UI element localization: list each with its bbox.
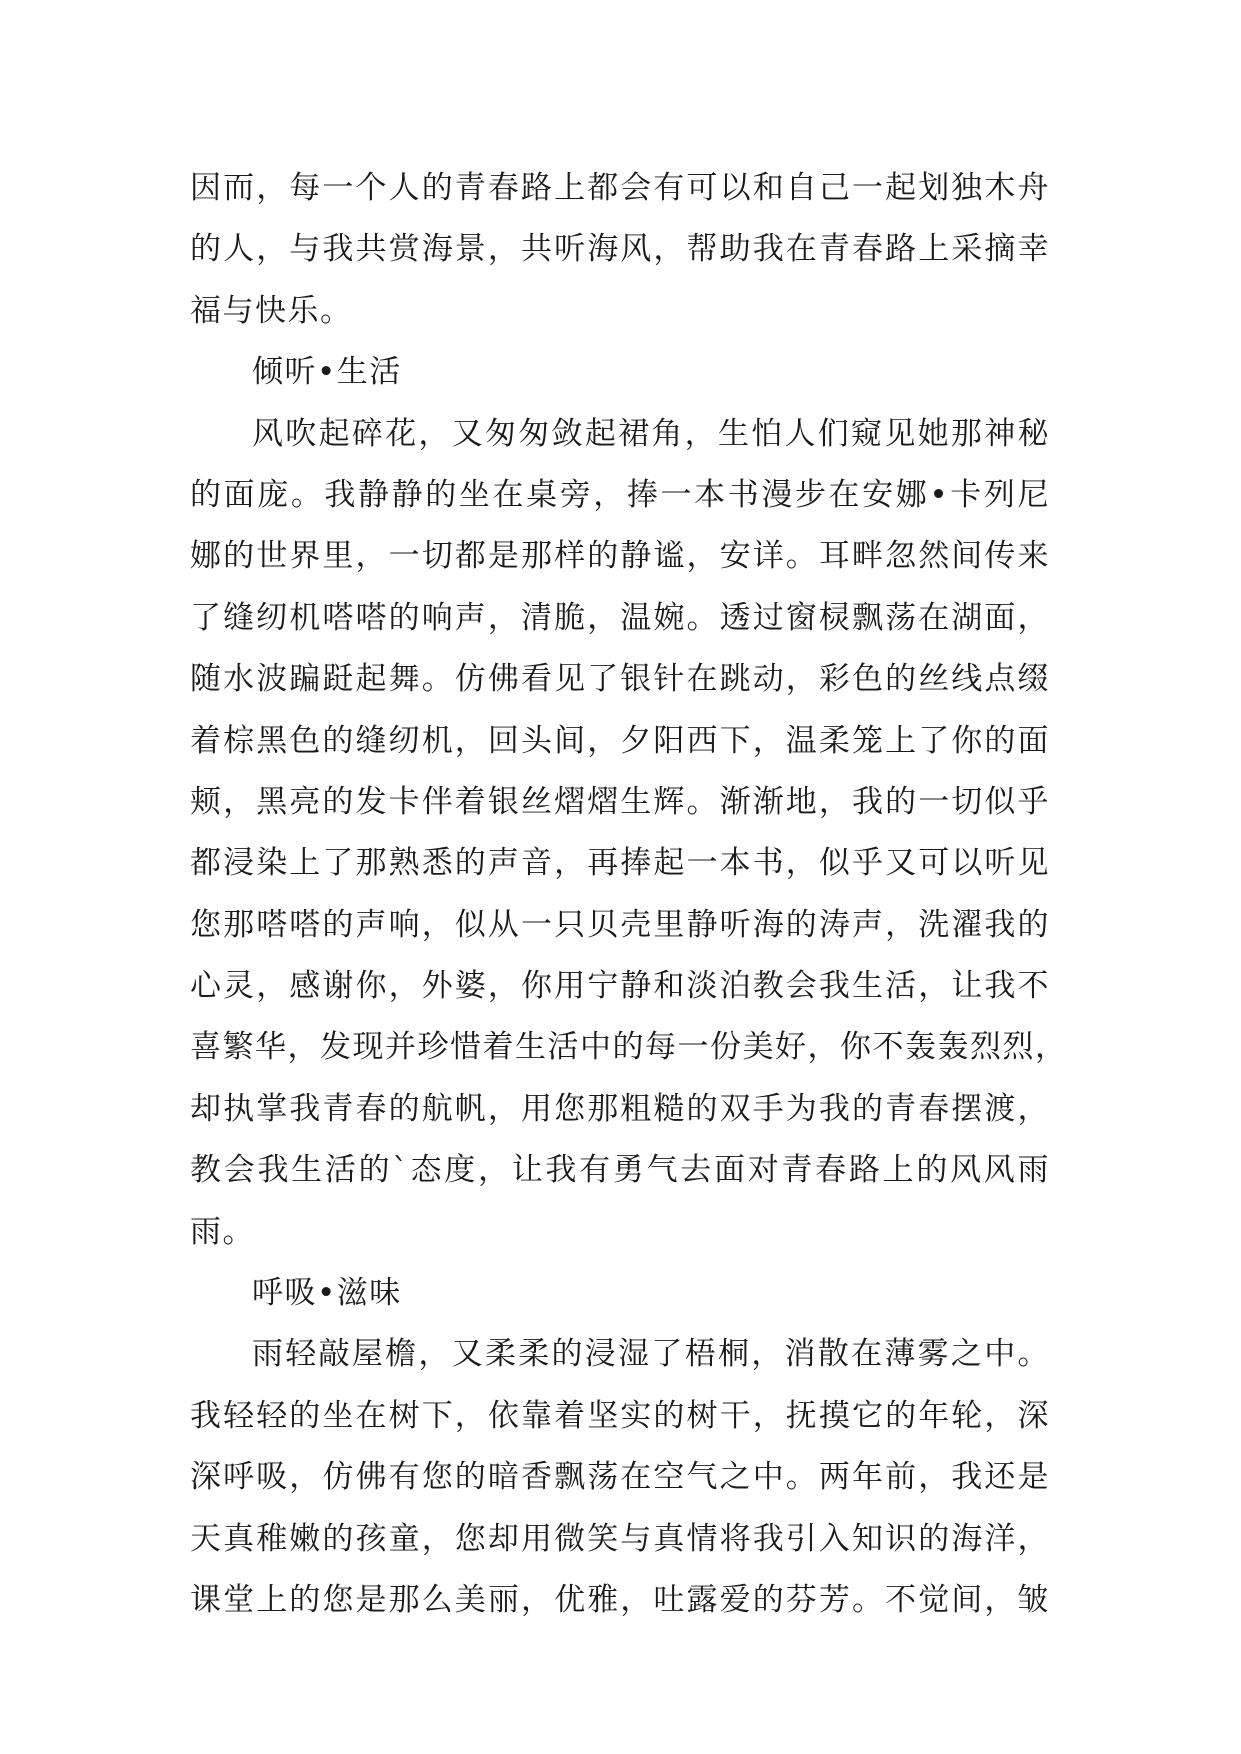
text-line: 随水波蹁跹起舞。仿佛看见了银针在跳动，彩色的丝线点缀 [190,661,1050,698]
text-line: 风吹起碎花，又匆匆敛起裙角，生怕人们窥见她那神秘 [252,415,1050,452]
document-body [190,158,1068,1631]
text-line: 着棕黑色的缝纫机，回头间，夕阳西下，温柔笼上了你的面 [190,722,1050,759]
text-line: 天真稚嫩的孩童，您却用微笑与真情将我引入知识的海洋， [190,1520,1050,1557]
text-line: 福与快乐。 [190,292,353,329]
text-line: 都浸染上了那熟悉的声音，再捧起一本书，似乎又可以听见 [190,845,1050,882]
text-line: 娜的世界里，一切都是那样的静谧，安详。耳畔忽然间传来 [190,538,1050,575]
text-line: 的面庞。我静静的坐在桌旁，捧一本书漫步在安娜•卡列尼 [190,476,1050,513]
text-line: 喜繁华，发现并珍惜着生活中的每一份美好，你不轰轰烈烈， [190,1029,1068,1066]
section-heading-breath-taste: 呼吸•滋味 [252,1275,402,1312]
text-line: 了缝纫机嗒嗒的响声，清脆，温婉。透过窗棂飘荡在湖面， [190,599,1050,636]
text-line: 我轻轻的坐在树下，依靠着坚实的树干，抚摸它的年轮，深 [190,1397,1050,1434]
text-line: 的人，与我共赏海景，共听海风，帮助我在青春路上采摘幸 [190,231,1050,268]
text-line: 深呼吸，仿佛有您的暗香飘荡在空气之中。两年前，我还是 [190,1459,1050,1496]
text-line: 雨。 [190,1213,255,1250]
section-heading-listen-life: 倾听•生活 [252,354,402,391]
text-line: 却执掌我青春的航帆，用您那粗糙的双手为我的青春摆渡， [190,1090,1050,1127]
text-line: 颊，黑亮的发卡伴着银丝熠熠生辉。渐渐地，我的一切似乎 [190,783,1050,820]
text-line: 教会我生活的`态度，让我有勇气去面对青春路上的风风雨 [190,1152,1050,1189]
text-line: 雨轻敲屋檐，又柔柔的浸湿了梧桐，消散在薄雾之中。 [252,1336,1050,1373]
text-line: 课堂上的您是那么美丽，优雅，吐露爱的芬芳。不觉间，皱 [190,1581,1050,1618]
text-line: 心灵，感谢你，外婆，你用宁静和淡泊教会我生活，让我不 [190,968,1050,1005]
text-line: 您那嗒嗒的声响，似从一只贝壳里静听海的涛声，洗濯我的 [190,906,1050,943]
text-line: 因而，每一个人的青春路上都会有可以和自己一起划独木舟 [190,170,1050,206]
